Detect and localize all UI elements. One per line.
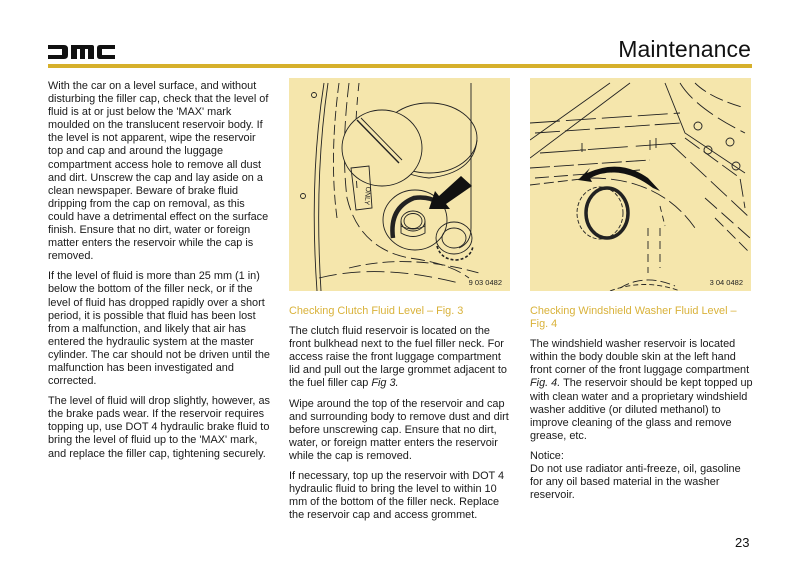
section-heading: Checking Windshield Washer Fluid Level – Fig. 4 [530, 305, 737, 331]
dmc-logo-icon [48, 45, 115, 59]
brake-fluid-text-column [48, 80, 273, 468]
paragraph-text: The clutch fluid reservoir is located on the front bulkhead next to the fuel filler neck. For access raise the front luggage compartment lid and pull out the large grommet adjacent to the fuel filler cap [289, 325, 507, 390]
paragraph: With the car on a level surface, and without disturbing the filler cap, check that the level of fluid is at or just below the 'MAX' mark moulded on the translucent reservoir body. If the level is not apparent, wipe the reservoir top and cap and around the luggage compartment access hole to remove all dust and dirt. Unscrew the cap and lay aside on a clean newspaper. Beware of brake fluid dripping from the cap on removal, as this could have a detrimental effect on the surface finish. Ensure that no dirt, water or foreign matter enters the reservoir while the cap is removed. [48, 80, 269, 263]
notice-text: Do not use radiator anti-freeze, oil, gasoline for any oil based material in the washer reservoir. [530, 463, 741, 502]
figure-reference: Fig 3. [371, 377, 399, 390]
paragraph: The level of fluid will drop slightly, however, as the brake pads wear. If the reservoir requires topping up, use DOT 4 hydraulic brake fluid to bring the level of fluid up to the 'MAX' mark, and replace the filler cap, tightening securely. [48, 395, 270, 460]
figure-code: 3 04 0482 [709, 278, 743, 287]
figure-3-clutch-reservoir [289, 78, 510, 291]
paragraph: If necessary, top up the reservoir with DOT 4 hydraulic fluid to bring the level to within 10 mm of the bottom of the filler neck. Replace the reservoir cap and access grommet. [289, 470, 505, 522]
paragraph [289, 325, 511, 390]
figure-4-washer-reservoir [530, 78, 751, 291]
paragraph: Wipe around the top of the reservoir and cap and surrounding body to remove dust and dirt before unscrewing cap. Ensure that no dirt, water, or foreign matter enters the reservoir while the cap is removed. [289, 397, 509, 462]
paragraph-text: The reservoir should be kept topped up with clean water and a proprietary windshield washer additive (or diluted methanol) to improve cleaning of the glass and remove grease, etc. [530, 377, 753, 442]
paragraph [530, 338, 755, 443]
svg-text:ONLY: ONLY [362, 186, 372, 206]
paragraph: If the level of fluid is more than 25 mm (1 in) below the bottom of the filler neck, or if the level of fluid has dropped rapidly over a short period, it is possible that fluid has been lost from a malfunction, and likely that air has entered the hydraulic system at the master cylinder. The car should not be driven until the malfunction has been investigated and corrected. [48, 270, 270, 388]
clutch-fluid-section [289, 305, 511, 529]
washer-fluid-section [530, 305, 755, 502]
notice [530, 450, 755, 502]
section-heading: Checking Clutch Fluid Level – Fig. 3 [289, 305, 464, 317]
dmc-logo [48, 45, 115, 59]
figure-code: 9 03 0482 [468, 278, 502, 287]
page-title: Maintenance [618, 36, 751, 62]
washer-reservoir-illustration [530, 78, 751, 291]
notice-label: Notice: [530, 449, 564, 462]
paragraph-text: The windshield washer reservoir is located within the body double skin at the left hand front corner of the front luggage compartment [530, 338, 750, 377]
header-rule [48, 64, 752, 68]
page-number: 23 [735, 535, 750, 550]
clutch-reservoir-illustration [289, 78, 510, 291]
figure-reference: Fig. 4. [530, 377, 561, 390]
